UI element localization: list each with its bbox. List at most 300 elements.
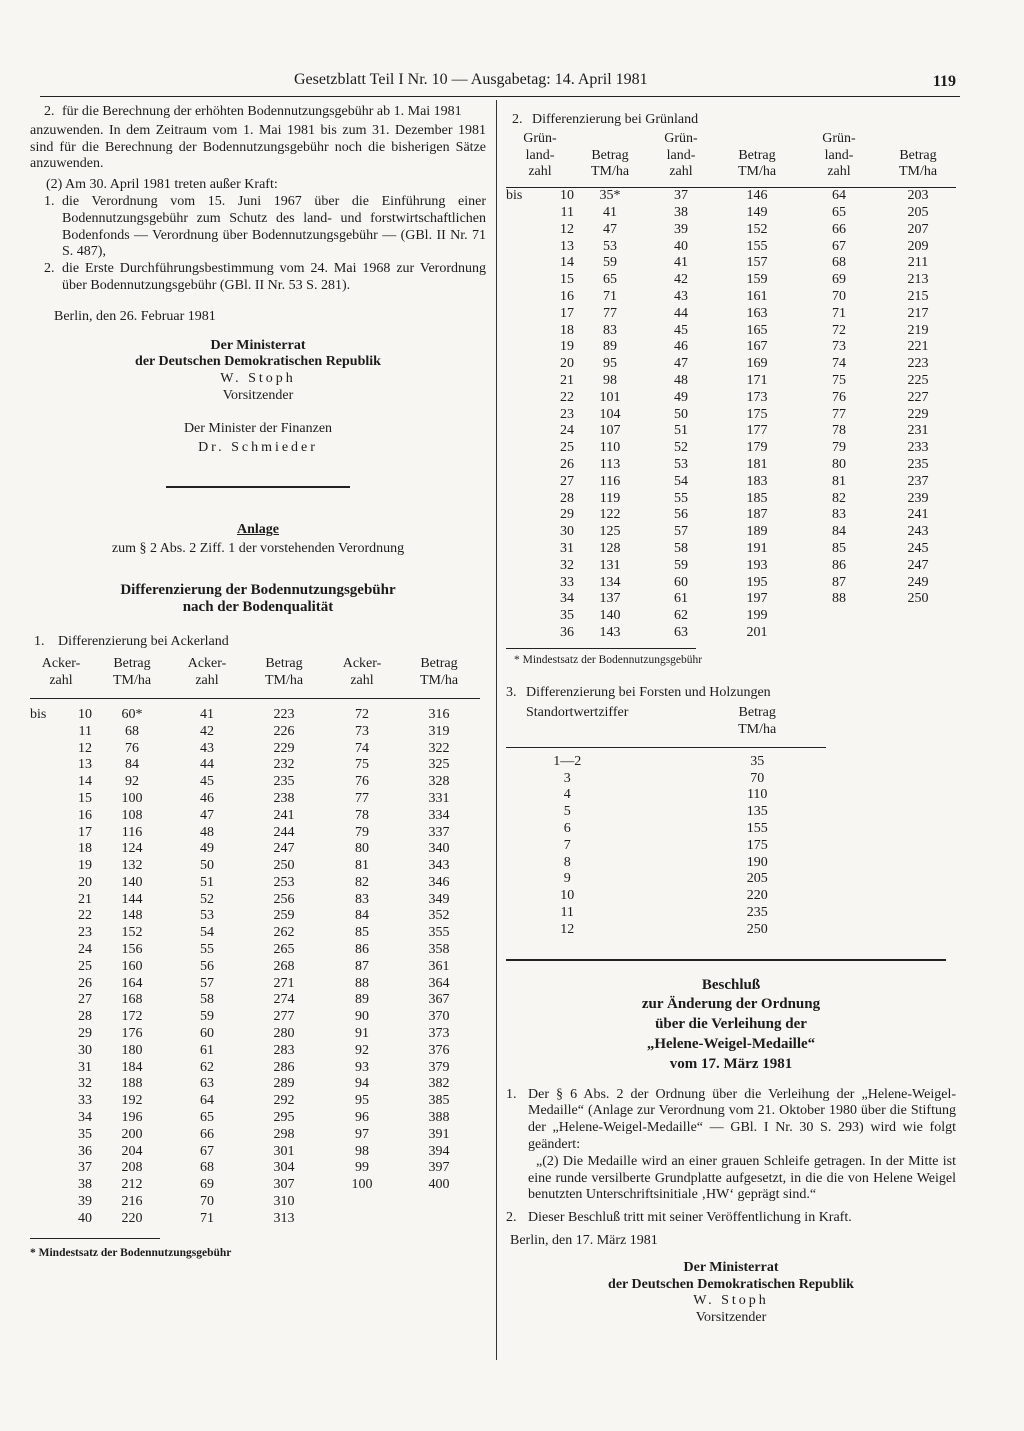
table-cell: 201: [746, 624, 768, 640]
table-cell: [30, 908, 58, 925]
table-cell: 183: [746, 473, 768, 489]
table-cell: 33: [78, 1093, 92, 1109]
table-cell: 69: [200, 1177, 214, 1193]
table-row: [506, 491, 956, 508]
table-cell: 175: [746, 406, 768, 422]
table-cell: 36: [560, 624, 574, 640]
table-cell: [506, 390, 534, 407]
table-cell: 187: [746, 507, 768, 523]
table-cell: 30: [560, 524, 574, 540]
table-cell: 265: [273, 942, 295, 958]
table-cell: 26: [78, 975, 92, 991]
table-cell: 319: [428, 723, 450, 739]
signature-name: Dr. Schmieder: [198, 439, 318, 455]
signature-org: der Deutschen Demokratischen Republik: [135, 354, 381, 370]
table-cell: 250: [907, 591, 929, 607]
table-cell: 149: [746, 204, 768, 220]
table-cell: 98: [603, 372, 617, 388]
table-cell: 88: [832, 591, 846, 607]
table-cell: 94: [355, 1076, 369, 1092]
separator: [506, 959, 946, 961]
table-cell: 397: [428, 1160, 450, 1176]
table-row: [506, 608, 956, 625]
table-cell: [30, 875, 58, 892]
subsection-number: 3.: [506, 684, 517, 700]
signature-name: W. Stoph: [693, 1293, 769, 1309]
table-cell: 71: [603, 288, 617, 304]
table-row: [30, 791, 480, 808]
table-row: [506, 821, 826, 838]
table-cell: 316: [428, 706, 450, 722]
list-text: Dieser Beschluß tritt mit seiner Veröffentlichung in Kraft.: [528, 1210, 852, 1226]
table-cell: 164: [121, 975, 143, 991]
subsection-number: 1.: [34, 633, 45, 649]
table-cell: 56: [200, 958, 214, 974]
table-cell: 307: [273, 1177, 295, 1193]
table-cell: 243: [907, 524, 929, 540]
table-cell: 35: [560, 608, 574, 624]
table-cell: 51: [674, 423, 688, 439]
table-cell: 22: [78, 908, 92, 924]
table-cell: 394: [428, 1143, 450, 1159]
table-cell: 352: [428, 908, 450, 924]
list-item: [44, 261, 486, 295]
table-row: [506, 306, 956, 323]
table-cell: 227: [907, 389, 929, 405]
table-cell: 62: [200, 1059, 214, 1075]
footnote: * Mindestsatz der Bodennutzungsgebühr: [30, 1246, 232, 1259]
table-cell: 283: [273, 1042, 295, 1058]
column-header: Grün- land- zahl: [664, 130, 698, 180]
table-row: [506, 272, 956, 289]
table-cell: 108: [121, 807, 143, 823]
table-cell: 63: [674, 624, 688, 640]
column-header: Betrag TM/ha: [738, 705, 777, 738]
table-cell: 60: [674, 574, 688, 590]
table-cell: 57: [674, 524, 688, 540]
table-cell: 7: [563, 837, 571, 853]
resolution-title: über die Verleihung der: [655, 1016, 807, 1033]
table-cell: 274: [273, 992, 295, 1008]
table-row: [30, 1026, 480, 1043]
table-cell: 53: [674, 456, 688, 472]
table-cell: [30, 1160, 58, 1177]
table-cell: 54: [200, 925, 214, 941]
table-cell: 75: [832, 372, 846, 388]
list-text: für die Berechnung der erhöhten Bodennutzungsgebühr ab 1. Mai 1981: [62, 104, 462, 119]
table-row: [506, 188, 956, 205]
table-cell: 135: [746, 804, 768, 820]
table-row: [30, 1144, 480, 1161]
table-cell: 49: [674, 389, 688, 405]
table-row: [506, 390, 956, 407]
page-header: [40, 72, 960, 97]
table-cell: 245: [907, 540, 929, 556]
table-cell: 23: [78, 925, 92, 941]
table-cell: 51: [200, 874, 214, 890]
table-cell: 66: [200, 1126, 214, 1142]
table-cell: [506, 440, 534, 457]
table-cell: 34: [560, 591, 574, 607]
table-cell: 64: [832, 188, 846, 204]
table-cell: 391: [428, 1126, 450, 1142]
table-cell: 116: [599, 473, 621, 489]
table-cell: 110: [599, 440, 621, 456]
table-cell: 196: [121, 1110, 143, 1126]
table-cell: [506, 507, 534, 524]
table-cell: 4: [563, 787, 571, 803]
table-cell: [30, 825, 58, 842]
table-row: [506, 339, 956, 356]
table-cell: [30, 992, 58, 1009]
table-cell: 41: [200, 706, 214, 722]
subsection-title: Differenzierung bei Forsten und Holzungen: [526, 684, 771, 700]
table-cell: 71: [832, 305, 846, 321]
table-row: [30, 757, 480, 774]
table-cell: 205: [907, 204, 929, 220]
table-cell: 85: [355, 925, 369, 941]
table-cell: 250: [746, 921, 768, 937]
table-cell: 41: [603, 204, 617, 220]
table-cell: 22: [560, 389, 574, 405]
table-cell: 58: [674, 540, 688, 556]
column-header: Betrag TM/ha: [590, 147, 630, 180]
table-cell: 11: [560, 204, 574, 220]
table-row: [30, 707, 480, 724]
section-title: nach der Bodenqualität: [182, 598, 334, 615]
signature-org: Der Ministerrat: [210, 337, 306, 353]
footnote: * Mindestsatz der Bodennutzungsgebühr: [514, 653, 703, 666]
right-column: [506, 112, 956, 1327]
table-cell: 19: [78, 858, 92, 874]
table-cell: [30, 791, 58, 808]
table-cell: 66: [832, 221, 846, 237]
table-row: [30, 925, 480, 942]
table-cell: 107: [599, 423, 621, 439]
signature-role: Vorsitzender: [222, 387, 294, 403]
table-cell: 169: [746, 356, 768, 372]
table-row: [30, 1127, 480, 1144]
table-cell: [30, 757, 58, 774]
table-cell: 93: [355, 1059, 369, 1075]
table-cell: 15: [78, 790, 92, 806]
table-cell: 346: [428, 874, 450, 890]
table-cell: 205: [746, 871, 768, 887]
table-row: [506, 871, 826, 888]
table-row: [506, 222, 956, 239]
column-header: Standortwertziffer: [526, 705, 629, 721]
table-cell: 172: [121, 1009, 143, 1025]
table-cell: 1—2: [553, 753, 582, 769]
subsection-title: Differenzierung bei Ackerland: [58, 633, 229, 649]
table-cell: [506, 323, 534, 340]
table-cell: [506, 558, 534, 575]
table-row: [506, 922, 826, 939]
table-cell: [30, 1093, 58, 1110]
table-cell: 313: [273, 1210, 295, 1226]
table-cell: 55: [674, 490, 688, 506]
table-cell: 83: [355, 891, 369, 907]
table-cell: [506, 575, 534, 592]
table-row: [30, 841, 480, 858]
table-cell: 193: [746, 557, 768, 573]
table-cell: 247: [907, 557, 929, 573]
place-date: Berlin, den 17. März 1981: [510, 1233, 658, 1249]
table-row: [506, 771, 826, 788]
table-cell: 70: [832, 288, 846, 304]
table-cell: 17: [78, 824, 92, 840]
table-cell: 83: [832, 507, 846, 523]
table-cell: [30, 976, 58, 993]
table-cell: 57: [200, 975, 214, 991]
table-cell: 200: [121, 1126, 143, 1142]
footnote-rule: [506, 648, 696, 649]
table-cell: 349: [428, 891, 450, 907]
table-cell: 48: [200, 824, 214, 840]
table-cell: 331: [428, 790, 450, 806]
table-cell: 50: [200, 858, 214, 874]
table-cell: 271: [273, 975, 295, 991]
table-cell: 87: [832, 574, 846, 590]
table-cell: 65: [603, 272, 617, 288]
table-cell: 34: [78, 1110, 92, 1126]
table-cell: 95: [603, 356, 617, 372]
table-cell: 146: [746, 188, 768, 204]
table-cell: 50: [674, 406, 688, 422]
table-cell: 92: [355, 1042, 369, 1058]
table-cell: 168: [121, 992, 143, 1008]
table-cell: 220: [121, 1210, 143, 1226]
table-row: [30, 908, 480, 925]
table-cell: 131: [599, 557, 621, 573]
resolution-date: vom 17. März 1981: [669, 1055, 793, 1072]
table-cell: 92: [125, 774, 139, 790]
table-cell: 28: [560, 490, 574, 506]
table-cell: 75: [355, 757, 369, 773]
table-row: [506, 474, 956, 491]
table-cell: 40: [78, 1210, 92, 1226]
column-divider: [496, 100, 497, 1360]
table-cell: 382: [428, 1076, 450, 1092]
table-cell: 241: [907, 507, 929, 523]
subsection-heading: [512, 112, 956, 129]
gazette-title: Gesetzblatt Teil I Nr. 10 — Ausgabetag: 14. April 1981: [294, 71, 648, 88]
table-cell: 208: [121, 1160, 143, 1176]
table-row: [30, 808, 480, 825]
table-cell: 25: [78, 958, 92, 974]
table-cell: 223: [907, 356, 929, 372]
table-cell: 86: [355, 942, 369, 958]
signature-org: Der Ministerrat: [683, 1259, 779, 1275]
table-cell: 185: [746, 490, 768, 506]
table-cell: [30, 892, 58, 909]
table-row: [30, 992, 480, 1009]
table-cell: 140: [121, 874, 143, 890]
table-cell: [506, 423, 534, 440]
table-cell: 235: [907, 456, 929, 472]
table-cell: 74: [832, 356, 846, 372]
table-cell: 60: [200, 1026, 214, 1042]
table-cell: 304: [273, 1160, 295, 1176]
table-cell: 47: [200, 807, 214, 823]
table-cell: 79: [832, 440, 846, 456]
table-cell: 355: [428, 925, 450, 941]
table-cell: [880, 608, 956, 625]
table-cell: 44: [674, 305, 688, 321]
table-cell: 87: [355, 958, 369, 974]
table-cell: 29: [560, 507, 574, 523]
signature-org: der Deutschen Demokratischen Republik: [608, 1276, 854, 1292]
table-cell: 42: [200, 723, 214, 739]
table-row: [30, 1160, 480, 1177]
table-cell: [30, 959, 58, 976]
table-row: [30, 959, 480, 976]
table-row: [506, 373, 956, 390]
table-cell: [30, 741, 58, 758]
table-cell: 80: [832, 456, 846, 472]
table-cell: [30, 808, 58, 825]
table-row: [30, 892, 480, 909]
table-cell: 212: [121, 1177, 143, 1193]
resolution-title: zur Änderung der Ordnung: [641, 996, 821, 1013]
table-cell: 292: [273, 1093, 295, 1109]
table-cell: 388: [428, 1110, 450, 1126]
table-cell: 122: [599, 507, 621, 523]
column-header: Betrag TM/ha: [264, 656, 304, 689]
table-cell: 134: [599, 574, 621, 590]
table-cell: 76: [355, 774, 369, 790]
table-cell: 247: [273, 841, 295, 857]
table-cell: 53: [603, 238, 617, 254]
table-cell: 144: [121, 891, 143, 907]
table-cell: 221: [907, 339, 929, 355]
table-cell: 277: [273, 1009, 295, 1025]
table-cell: 238: [273, 790, 295, 806]
table-cell: [506, 239, 534, 256]
table-cell: 37: [78, 1160, 92, 1176]
table-cell: 35: [78, 1126, 92, 1142]
table-cell: 12: [78, 740, 92, 756]
table-cell: 262: [273, 925, 295, 941]
table-cell: [30, 1043, 58, 1060]
column-header: Grün- land- zahl: [822, 130, 856, 180]
table-cell: 364: [428, 975, 450, 991]
table-cell: 175: [746, 837, 768, 853]
table-row: [506, 440, 956, 457]
table-cell: 219: [907, 322, 929, 338]
table-cell: 373: [428, 1026, 450, 1042]
table-row: [30, 1110, 480, 1127]
table-cell: 76: [832, 389, 846, 405]
table-cell: 47: [674, 356, 688, 372]
table-cell: 253: [273, 874, 295, 890]
table-cell: 195: [746, 574, 768, 590]
table-row: [506, 323, 956, 340]
column-header: Betrag TM/ha: [737, 147, 777, 180]
table-cell: 72: [832, 322, 846, 338]
table-row: [30, 1194, 480, 1211]
table-row: [506, 558, 956, 575]
table-row: [506, 255, 956, 272]
table-cell: 39: [674, 221, 688, 237]
table-cell: 73: [832, 339, 846, 355]
table-cell: [30, 942, 58, 959]
table-row: [506, 423, 956, 440]
table-cell: 11: [560, 905, 574, 921]
table-cell: 361: [428, 958, 450, 974]
list-item: [506, 1087, 956, 1154]
table-cell: 155: [746, 238, 768, 254]
table-cell: 21: [78, 891, 92, 907]
table-cell: 47: [603, 221, 617, 237]
table-cell: 173: [746, 389, 768, 405]
table-cell: [30, 1026, 58, 1043]
table-row: [506, 507, 956, 524]
table-cell: 367: [428, 992, 450, 1008]
table-cell: [30, 1211, 58, 1228]
table-cell: [30, 1144, 58, 1161]
left-column: [30, 104, 486, 1261]
forst-table-body: [506, 754, 826, 939]
table-row: [30, 724, 480, 741]
table-cell: 84: [125, 757, 139, 773]
subsection-heading: [506, 685, 956, 702]
table-row: [506, 541, 956, 558]
table-cell: 124: [121, 841, 143, 857]
table-cell: 156: [121, 942, 143, 958]
table-cell: 203: [907, 188, 929, 204]
gruenland-table-body: [506, 188, 956, 642]
table-cell: 171: [746, 372, 768, 388]
table-cell: 55: [200, 942, 214, 958]
table-cell: 83: [603, 322, 617, 338]
list-text: die Verordnung vom 15. Juni 1967 über die Einführung einer Bodennutzungsgebühr zum Schutz des land- und forstwirtschaftlichen Bodenfonds — Verordnung über Bodennutzungsgebühr — (GBl. II Nr. 71 S. 487),: [62, 193, 486, 260]
ackerland-table-body: [30, 707, 480, 1228]
table-cell: 73: [355, 723, 369, 739]
table-cell: 385: [428, 1093, 450, 1109]
table-cell: 37: [674, 188, 688, 204]
table-cell: 176: [121, 1026, 143, 1042]
table-cell: 24: [78, 942, 92, 958]
table-cell: 10: [560, 888, 575, 904]
table-cell: 14: [78, 774, 92, 790]
column-header: Acker- zahl: [187, 656, 227, 689]
table-cell: [506, 491, 534, 508]
table-cell: 96: [355, 1110, 369, 1126]
table-cell: 159: [746, 272, 768, 288]
table-cell: [506, 205, 534, 222]
table-cell: 13: [78, 757, 92, 773]
table-cell: 189: [746, 524, 768, 540]
table-cell: 77: [603, 305, 617, 321]
table-cell: 191: [746, 540, 768, 556]
table-cell: 259: [273, 908, 295, 924]
annex-title: Anlage: [237, 522, 279, 538]
table-cell: 72: [355, 706, 369, 722]
list-item: [44, 104, 486, 121]
table-cell: 244: [273, 824, 295, 840]
table-cell: 53: [200, 908, 214, 924]
table-cell: 23: [560, 406, 574, 422]
table-cell: 104: [599, 406, 621, 422]
table-cell: 39: [78, 1194, 92, 1210]
table-cell: 400: [428, 1177, 450, 1193]
list-number: 2.: [506, 1210, 517, 1226]
table-cell: 225: [907, 372, 929, 388]
table-row: [506, 804, 826, 821]
table-cell: 84: [355, 908, 369, 924]
annex-subtitle: zum § 2 Abs. 2 Ziff. 1 der vorstehenden Verordnung: [111, 541, 405, 557]
